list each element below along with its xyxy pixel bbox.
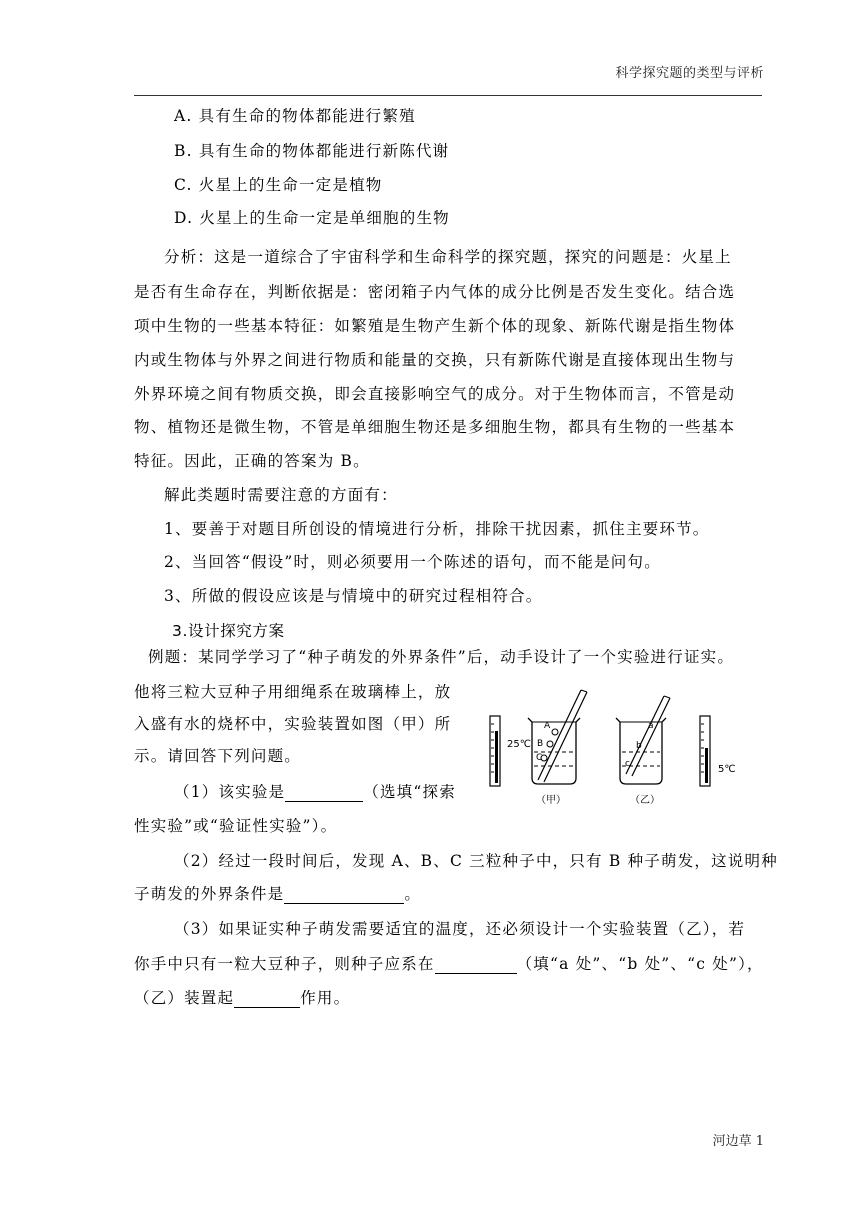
question-3-line3 bbox=[134, 986, 350, 1008]
analysis-line: 外界环境之间有物质交换，即会直接影响空气的成分。对于生物体而言，不管是动 bbox=[134, 385, 736, 403]
analysis-line: 内或生物体与外界之间进行物质和能量的交换，只有新陈代谢是直接体现出生物与 bbox=[134, 351, 736, 369]
option-d bbox=[174, 206, 450, 228]
option-text: 具有生命的物体都能进行新陈代谢 bbox=[198, 142, 450, 160]
page-footer: 河边草 1 bbox=[712, 1134, 764, 1149]
option-letter: A. bbox=[174, 107, 193, 125]
option-letter: B. bbox=[174, 142, 193, 160]
seed-label-c-upper: C bbox=[536, 753, 543, 763]
experiment-figure bbox=[478, 676, 738, 816]
position-label-c: c bbox=[625, 759, 630, 769]
figure-caption-left: （甲） bbox=[536, 795, 566, 806]
header-title: 科学探究题的类型与评析 bbox=[615, 66, 764, 81]
option-a bbox=[174, 104, 416, 126]
thermometer-left bbox=[490, 716, 500, 786]
analysis-line: 特征。因此，正确的答案为 B。 bbox=[134, 452, 370, 470]
seed-label-b-upper: B bbox=[537, 739, 544, 749]
beaker-right bbox=[616, 696, 670, 784]
question-3: （3）如果证实种子萌发需要适宜的温度，还必须设计一个实验装置（乙），若 bbox=[174, 920, 746, 938]
question-3-suffix: （填“a 处”、“b 处”、“c 处”）， bbox=[516, 955, 764, 973]
note-item: 1、要善于对题目所创设的情境进行分析，排除干扰因素，抓住主要环节。 bbox=[164, 520, 710, 538]
analysis-line: 是否有生命存在，判断依据是：密闭箱子内气体的成分比例是否发生变化。结合选 bbox=[134, 283, 736, 301]
analysis-line: 分析：这是一道综合了宇宙科学和生命科学的探究题，探究的问题是：火星上 bbox=[164, 248, 732, 266]
note-item: 2、当回答“假设”时，则必须要用一个陈述的语句，而不能是问句。 bbox=[164, 553, 661, 571]
answer-blank-3[interactable] bbox=[435, 957, 517, 974]
seed-label-a-upper: A bbox=[544, 721, 551, 731]
position-label-a: a bbox=[648, 721, 654, 731]
question-3-line3-prefix: （乙）装置起 bbox=[134, 989, 235, 1007]
example-line: 示。请回答下列问题。 bbox=[134, 747, 302, 765]
option-c bbox=[174, 173, 382, 195]
question-1-suffix: （选填“探索 bbox=[363, 783, 456, 801]
section-title: 3.设计探究方案 bbox=[172, 622, 285, 640]
option-letter: D. bbox=[174, 209, 194, 227]
question-3-prefix: 你手中只有一粒大豆种子，则种子应系在 bbox=[134, 955, 435, 973]
option-letter: C. bbox=[174, 176, 193, 194]
option-b bbox=[174, 139, 449, 161]
example-line: 他将三粒大豆种子用细绳系在玻璃棒上，放 bbox=[134, 683, 452, 701]
temp-label-right: 5℃ bbox=[718, 764, 736, 775]
question-1 bbox=[174, 780, 456, 802]
option-text: 火星上的生命一定是植物 bbox=[198, 176, 383, 194]
figure-caption-right: （乙） bbox=[630, 795, 660, 806]
example-line: 例题：某同学学习了“种子萌发的外界条件”后，动手设计了一个实验进行证实。 bbox=[148, 648, 735, 666]
answer-blank-1[interactable] bbox=[285, 785, 363, 802]
position-label-b: b bbox=[636, 741, 642, 751]
question-2: （2）经过一段时间后，发现 A、B、C 三粒种子中，只有 B 种子萌发，这说明种 bbox=[174, 852, 778, 870]
experiment-diagram bbox=[478, 676, 738, 816]
analysis-line: 项中生物的一些基本特征：如繁殖是生物产生新个体的现象、新陈代谢是指生物体 bbox=[134, 317, 736, 335]
question-2-suffix: 。 bbox=[404, 885, 422, 903]
question-1-prefix: （1）该实验是 bbox=[174, 783, 286, 801]
analysis-line: 物、植物还是微生物，不管是单细胞生物还是多细胞生物，都具有生物的一些基本 bbox=[134, 418, 736, 436]
temp-label-left: 25℃ bbox=[507, 739, 531, 750]
beaker-left bbox=[528, 690, 587, 784]
note-item: 3、所做的假设应该是与情境中的研究过程相符合。 bbox=[164, 587, 543, 605]
question-1-line2: 性实验”或“验证性实验”）。 bbox=[134, 817, 338, 835]
answer-blank-2[interactable] bbox=[284, 887, 404, 904]
example-line: 入盛有水的烧杯中，实验装置如图（甲）所 bbox=[134, 715, 452, 733]
question-2-line2 bbox=[134, 882, 421, 904]
header-divider bbox=[134, 95, 762, 96]
answer-blank-4[interactable] bbox=[234, 991, 300, 1008]
notes-intro: 解此类题时需要注意的方面有： bbox=[164, 486, 398, 504]
question-3-line3-suffix: 作用。 bbox=[300, 989, 351, 1007]
question-3-line2 bbox=[134, 952, 764, 974]
thermometer-right bbox=[700, 716, 710, 786]
option-text: 具有生命的物体都能进行繁殖 bbox=[198, 107, 416, 125]
question-2-prefix: 子萌发的外界条件是 bbox=[134, 885, 285, 903]
option-text: 火星上的生命一定是单细胞的生物 bbox=[199, 209, 450, 227]
